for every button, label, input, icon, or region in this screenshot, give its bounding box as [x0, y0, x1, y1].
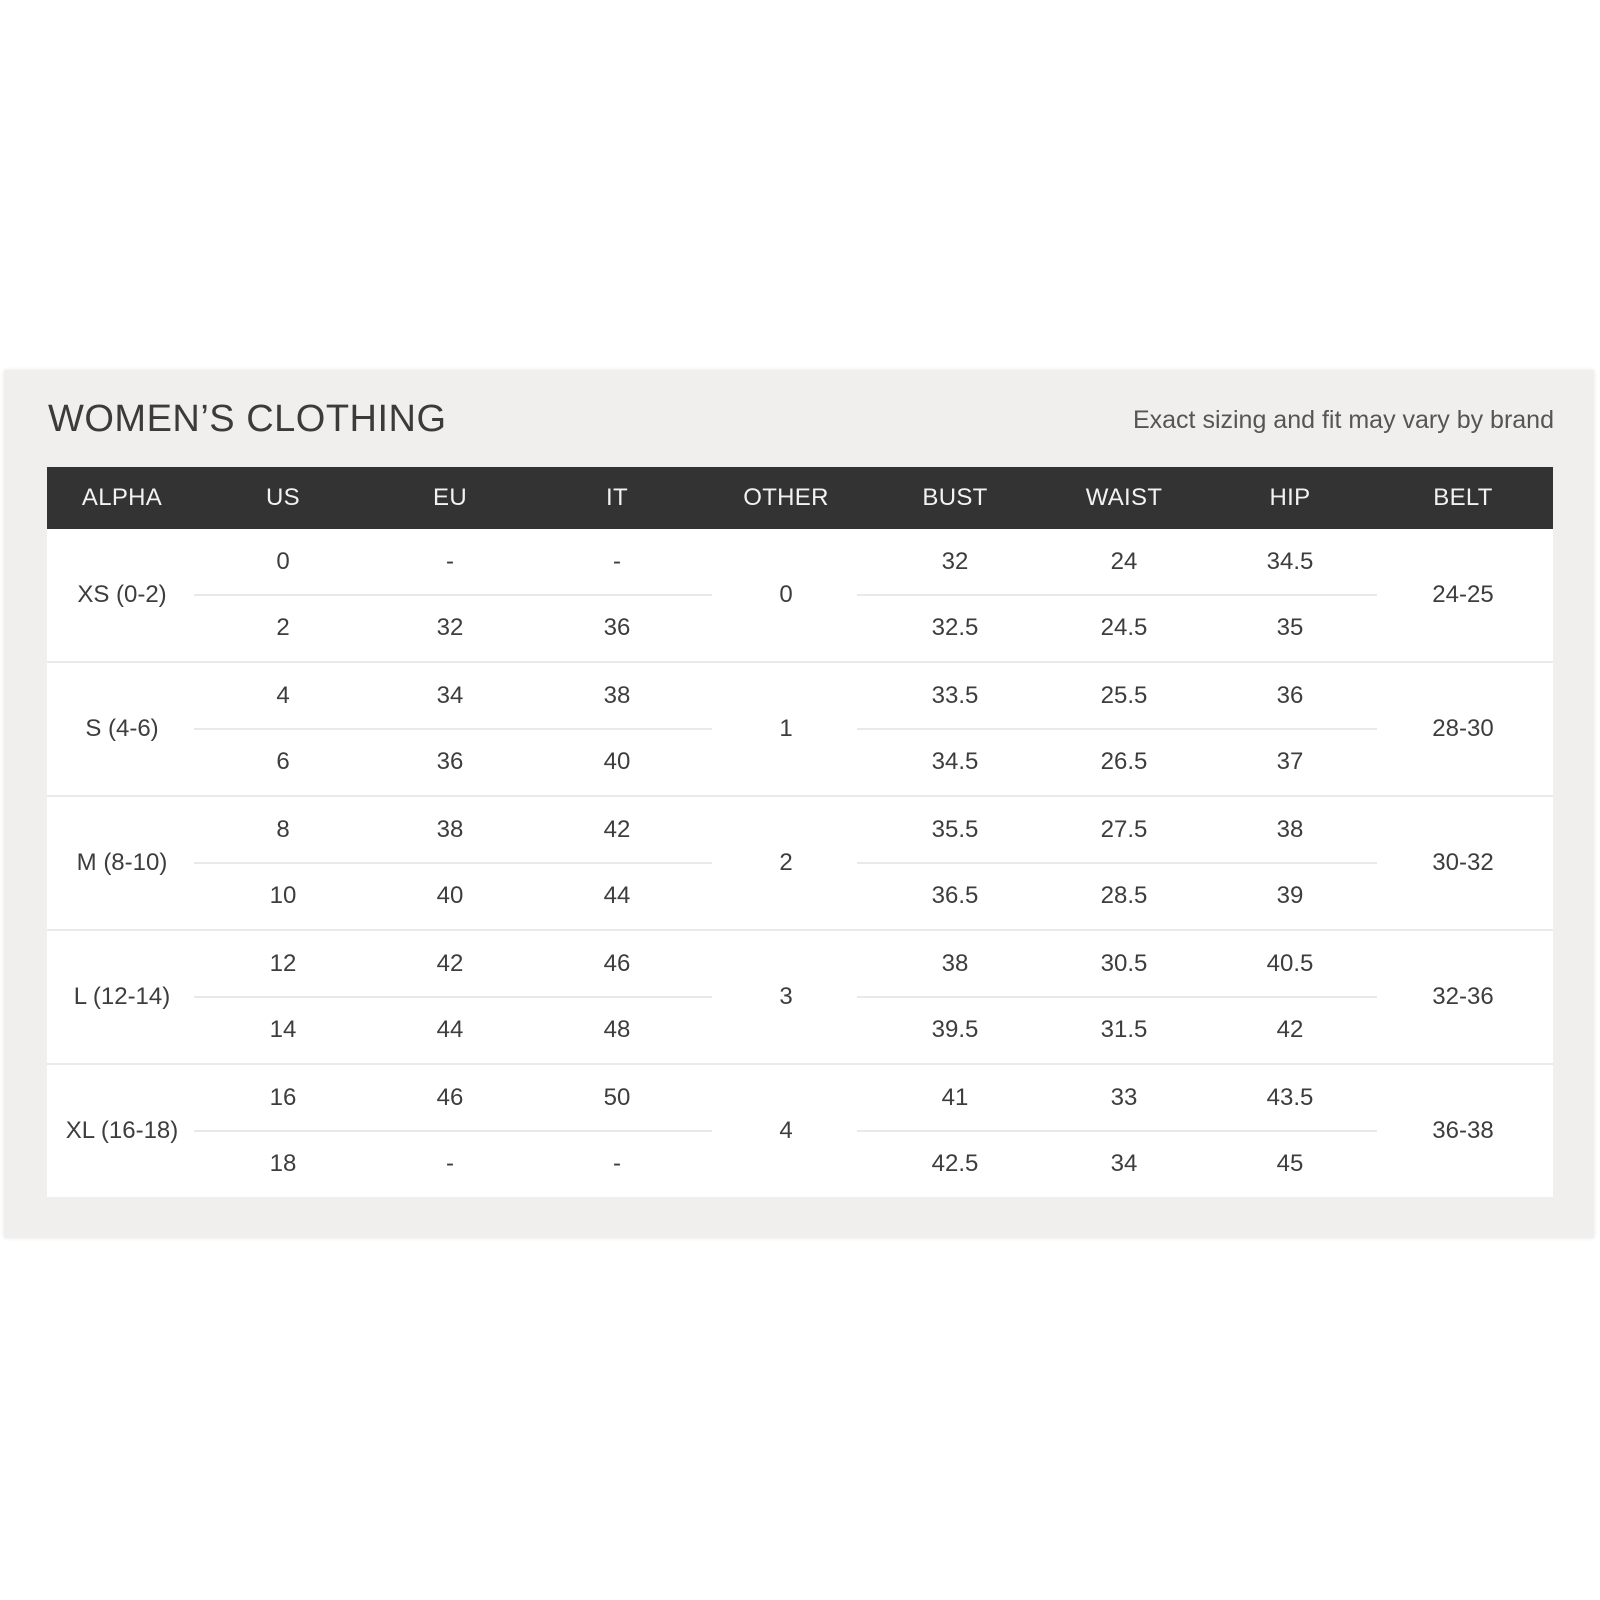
it-cell: 42 [603, 816, 631, 843]
waist-cell: 25.5 [1100, 682, 1148, 709]
hip-cell: 35 [1276, 614, 1304, 641]
eu-cell: 42 [436, 950, 464, 977]
us-cell: 8 [276, 816, 290, 843]
size-group [47, 931, 1553, 1065]
belt-size-cell: 32-36 [1432, 983, 1494, 1010]
header-eu: EU [433, 484, 467, 511]
alpha-size-cell: L (12-14) [73, 983, 171, 1010]
header-hip: HIP [1269, 484, 1311, 511]
page-title: WOMEN’S CLOTHING [48, 398, 447, 440]
us-cell: 10 [269, 882, 297, 909]
us-cell: 16 [269, 1084, 297, 1111]
row-divider [194, 728, 712, 730]
belt-size-cell: 24-25 [1432, 581, 1494, 608]
waist-cell: 31.5 [1100, 1016, 1148, 1043]
alpha-size-cell: S (4-6) [85, 715, 159, 742]
bust-cell: 41 [941, 1084, 969, 1111]
other-size-cell: 3 [779, 983, 793, 1010]
bust-cell: 34.5 [931, 748, 979, 775]
eu-cell: 40 [436, 882, 464, 909]
hip-cell: 43.5 [1266, 1084, 1314, 1111]
header-alpha: ALPHA [81, 484, 163, 511]
hip-cell: 34.5 [1266, 548, 1314, 575]
it-cell: 44 [603, 882, 631, 909]
size-group [47, 529, 1553, 663]
bust-cell: 33.5 [931, 682, 979, 709]
other-size-cell: 4 [779, 1117, 793, 1144]
row-divider [194, 862, 712, 864]
us-cell: 12 [269, 950, 297, 977]
it-cell: 50 [603, 1084, 631, 1111]
alpha-size-cell: XS (0-2) [77, 581, 167, 608]
it-cell: 38 [603, 682, 631, 709]
waist-cell: 24 [1110, 548, 1138, 575]
bust-cell: 36.5 [931, 882, 979, 909]
row-divider [194, 1130, 712, 1132]
us-cell: 2 [276, 614, 290, 641]
row-divider [857, 996, 1377, 998]
row-divider [857, 594, 1377, 596]
hip-cell: 42 [1276, 1016, 1304, 1043]
us-cell: 18 [269, 1150, 297, 1177]
table-body [47, 529, 1553, 1197]
it-cell: 40 [603, 748, 631, 775]
us-cell: 4 [276, 682, 290, 709]
header-us: US [266, 484, 300, 511]
eu-cell: 32 [436, 614, 464, 641]
belt-size-cell: 28-30 [1432, 715, 1494, 742]
size-table [47, 467, 1553, 1197]
alpha-size-cell: XL (16-18) [65, 1117, 179, 1144]
bust-cell: 42.5 [931, 1150, 979, 1177]
waist-cell: 26.5 [1100, 748, 1148, 775]
hip-cell: 36 [1276, 682, 1304, 709]
other-size-cell: 1 [779, 715, 793, 742]
size-group [47, 797, 1553, 931]
hip-cell: 40.5 [1266, 950, 1314, 977]
header-belt: BELT [1433, 484, 1493, 511]
it-cell: 48 [603, 1016, 631, 1043]
eu-cell: - [446, 548, 454, 575]
us-cell: 6 [276, 748, 290, 775]
other-size-cell: 0 [779, 581, 793, 608]
row-divider [857, 1130, 1377, 1132]
eu-cell: 38 [436, 816, 464, 843]
us-cell: 0 [276, 548, 290, 575]
row-divider [194, 996, 712, 998]
hip-cell: 39 [1276, 882, 1304, 909]
other-size-cell: 2 [779, 849, 793, 876]
row-divider [857, 862, 1377, 864]
waist-cell: 30.5 [1100, 950, 1148, 977]
waist-cell: 24.5 [1100, 614, 1148, 641]
alpha-size-cell: M (8-10) [76, 849, 168, 876]
eu-cell: 46 [436, 1084, 464, 1111]
bust-cell: 35.5 [931, 816, 979, 843]
row-divider [857, 728, 1377, 730]
bust-cell: 38 [941, 950, 969, 977]
size-group [47, 1065, 1553, 1197]
hip-cell: 38 [1276, 816, 1304, 843]
row-divider [194, 594, 712, 596]
waist-cell: 28.5 [1100, 882, 1148, 909]
size-group [47, 663, 1553, 797]
header-waist: WAIST [1085, 484, 1163, 511]
size-chart-panel [4, 370, 1594, 1238]
bust-cell: 39.5 [931, 1016, 979, 1043]
it-cell: 36 [603, 614, 631, 641]
it-cell: - [613, 548, 621, 575]
hip-cell: 37 [1276, 748, 1304, 775]
waist-cell: 33 [1110, 1084, 1138, 1111]
us-cell: 14 [269, 1016, 297, 1043]
it-cell: 46 [603, 950, 631, 977]
table-header [47, 467, 1553, 529]
waist-cell: 34 [1110, 1150, 1138, 1177]
header-other: OTHER [743, 484, 829, 511]
header-bust: BUST [922, 484, 988, 511]
belt-size-cell: 30-32 [1432, 849, 1494, 876]
it-cell: - [613, 1150, 621, 1177]
header-it: IT [606, 484, 628, 511]
waist-cell: 27.5 [1100, 816, 1148, 843]
eu-cell: - [446, 1150, 454, 1177]
belt-size-cell: 36-38 [1432, 1117, 1494, 1144]
eu-cell: 36 [436, 748, 464, 775]
bust-cell: 32.5 [931, 614, 979, 641]
sizing-note: Exact sizing and fit may vary by brand [1132, 406, 1554, 434]
eu-cell: 34 [436, 682, 464, 709]
bust-cell: 32 [941, 548, 969, 575]
hip-cell: 45 [1276, 1150, 1304, 1177]
eu-cell: 44 [436, 1016, 464, 1043]
